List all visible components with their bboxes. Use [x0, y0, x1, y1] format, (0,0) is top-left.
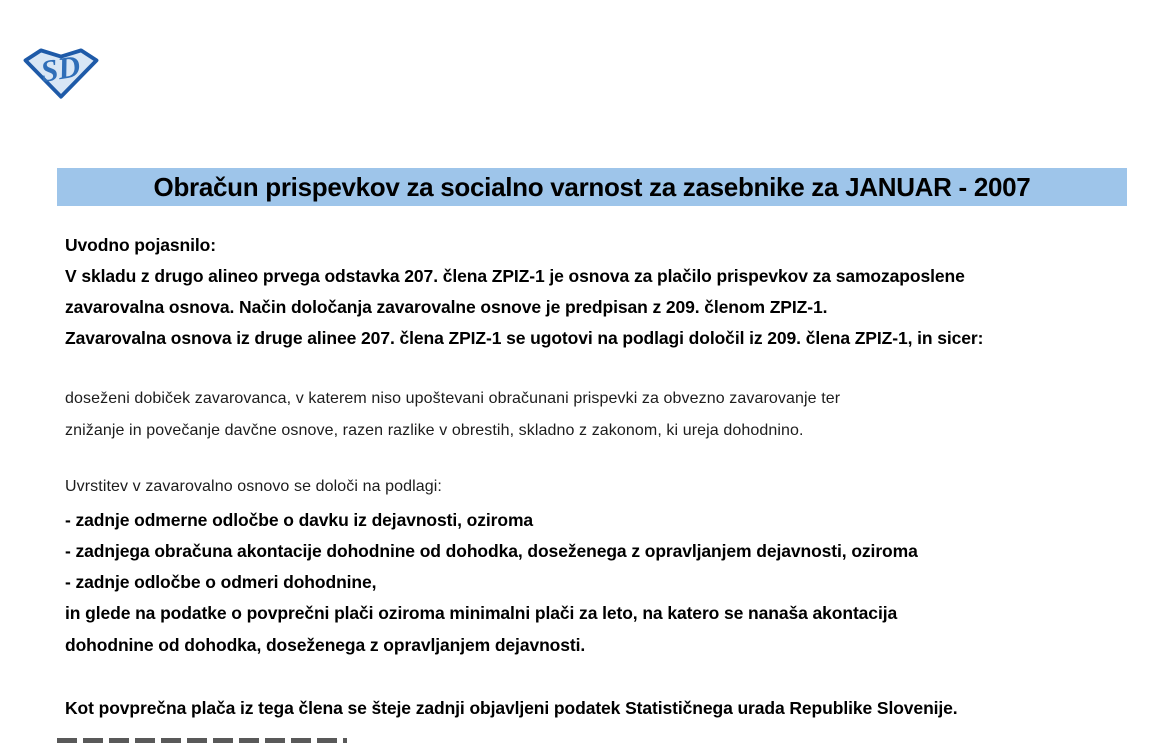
intro-line: V skladu z drugo alineo prvega odstavka 207. člena ZPIZ-1 je osnova za plačilo prispevkov za samozaposlene: [65, 266, 965, 286]
classification-item: - zadnje odločbe o odmeri dohodnine,: [65, 572, 377, 592]
classification-continuation-line: dohodnine od dohodka, doseženega z opravljanjem dejavnosti.: [65, 635, 586, 655]
sd-diamond-logo: [22, 45, 100, 99]
definition-line: doseženi dobiček zavarovanca, v katerem niso upoštevani obračunani prispevki za obvezno zavarovanje ter: [65, 390, 841, 407]
intro-line: Zavarovalna osnova iz druge alinee 207. člena ZPIZ-1 se ugotovi na podlagi določil iz 209. člena ZPIZ-1, in sicer:: [65, 328, 984, 348]
cutoff-text-sliver: [57, 738, 347, 743]
page-title: Obračun prispevkov za socialno varnost za zasebnike za JANUAR - 2007: [153, 171, 1031, 202]
logo-letters: SD: [38, 49, 83, 89]
classification-item: - zadnjega obračuna akontacije dohodnine od dohodka, doseženega z opravljanjem dejavnosti, oziroma: [65, 541, 918, 561]
definition-line: znižanje in povečanje davčne osnove, razen razlike v obrestih, skladno z zakonom, ki ureja dohodnino.: [65, 422, 804, 439]
average-salary-note: Kot povprečna plača iz tega člena se šteje zadnji objavljeni podatek Statističnega urada Republike Slovenije.: [65, 698, 958, 718]
title-bar: [57, 168, 1127, 206]
classification-heading: Uvrstitev v zavarovalno osnovo se določi na podlagi:: [65, 478, 442, 495]
intro-heading: Uvodno pojasnilo:: [65, 235, 216, 255]
classification-continuation-line: in glede na podatke o povprečni plači oziroma minimalni plači za leto, na katero se nanaša akontacija: [65, 603, 898, 623]
intro-line: zavarovalna osnova. Način določanja zavarovalne osnove je predpisan z 209. členom ZPIZ-1.: [65, 297, 828, 317]
classification-item: - zadnje odmerne odločbe o davku iz dejavnosti, oziroma: [65, 510, 534, 530]
